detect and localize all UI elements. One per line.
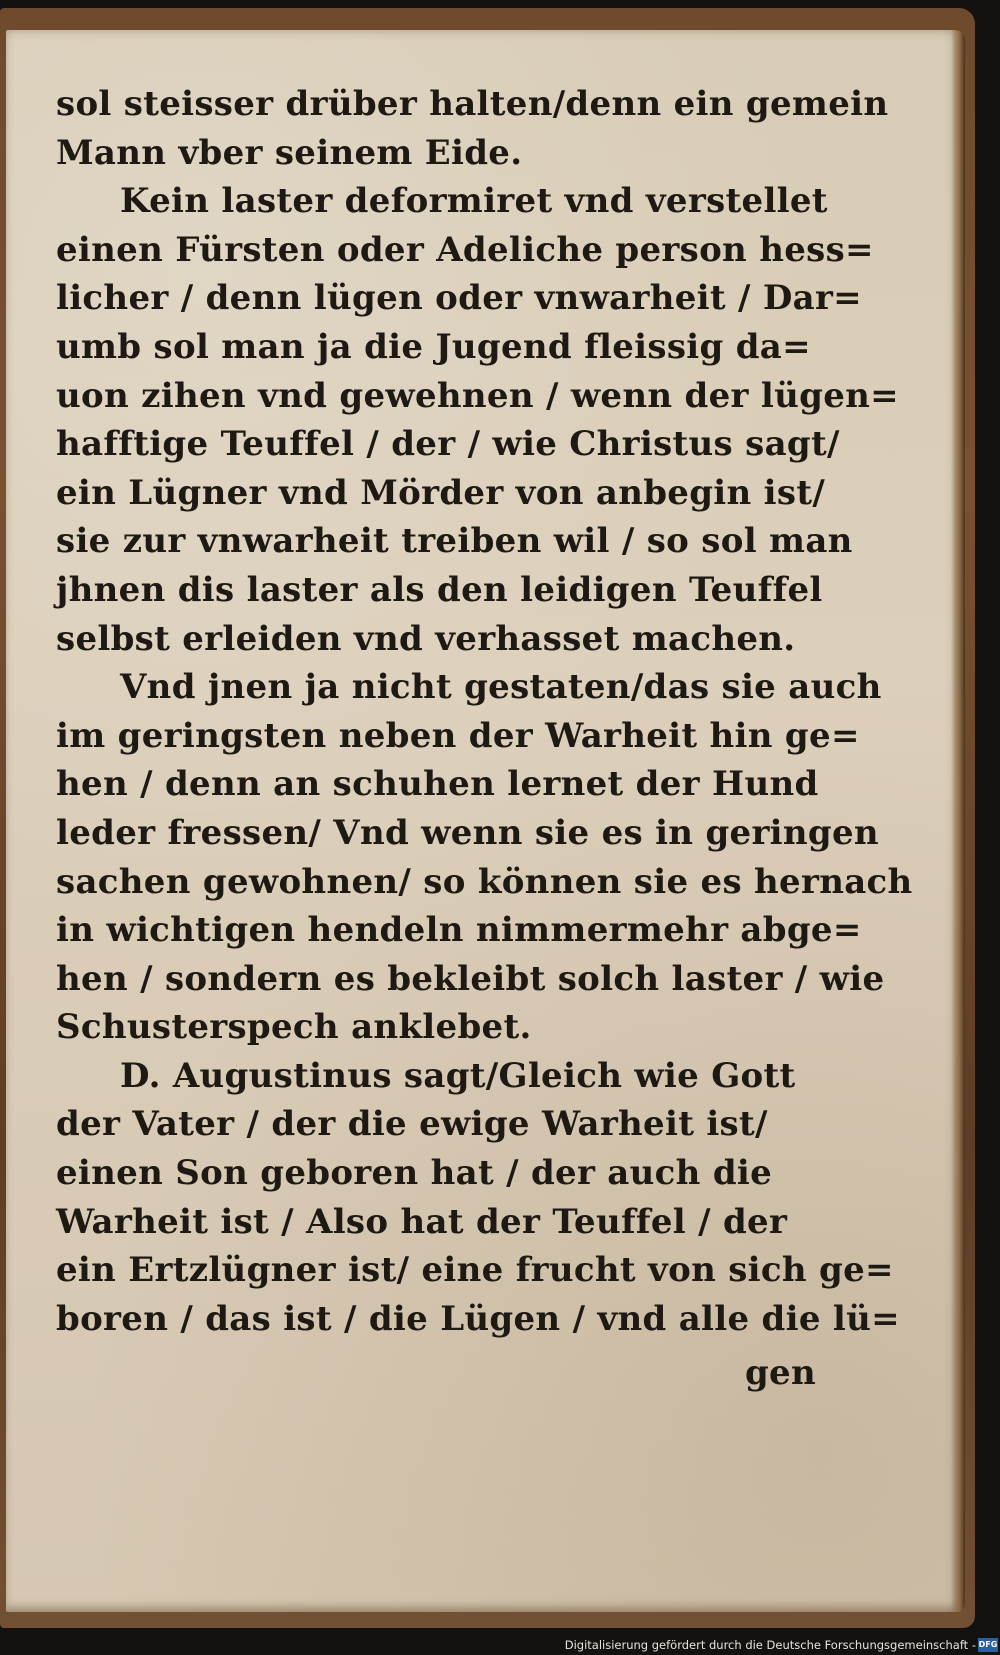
text-line: boren / das ist / die Lügen / vnd alle die lü= [56, 1298, 900, 1339]
text-line: Schusterspech anklebet. [56, 1007, 532, 1048]
text-line: selbst erleiden vnd verhasset machen. [56, 618, 796, 659]
text-line: sachen gewohnen/ so können sie es hernach [56, 861, 913, 902]
text-line: einen Son geboren hat / der auch die [56, 1153, 773, 1194]
text-line: umb sol man ja die Jugend fleissig da= [56, 326, 811, 367]
text-line: einen Fürsten oder Adeliche person hess= [56, 229, 874, 270]
text-line: uon zihen vnd gewehnen / wenn der lügen= [56, 375, 899, 416]
text-line: im geringsten neben der Warheit hin ge= [56, 715, 860, 756]
text-line: leder fressen/ Vnd wenn sie es in geringen [56, 812, 879, 853]
text-line: Vnd jnen ja nicht gestaten/das sie auch [120, 667, 882, 708]
text-line: Kein laster deformiret vnd verstellet [120, 181, 828, 222]
text-line: der Vater / der die ewige Warheit ist/ [56, 1104, 768, 1145]
book-page [6, 30, 963, 1612]
page-text [56, 80, 913, 1398]
page-edge [951, 30, 965, 1612]
text-line: hen / denn an schuhen lernet der Hund [56, 764, 819, 805]
text-line: ein Lügner vnd Mörder von anbegin ist/ [56, 472, 826, 513]
text-line: licher / denn lügen oder vnwarheit / Dar= [56, 278, 862, 319]
footer-bar [0, 1633, 1000, 1655]
text-line: hafftige Teuffel / der / wie Christus sagt/ [56, 424, 840, 465]
text-line: sol steisser drüber halten/denn ein gemein [56, 84, 889, 124]
text-line: D. Augustinus sagt/Gleich wie Gott [120, 1055, 796, 1096]
digitization-credit: Digitalisierung gefördert durch die Deutsche Forschungsgemeinschaft - [564, 1638, 976, 1652]
text-line: Mann vber seinem Eide. [56, 132, 523, 173]
dfg-logo-icon: DFG [978, 1638, 998, 1652]
catchword: gen [744, 1353, 816, 1394]
text-line: in wichtigen hendeln nimmermehr abge= [56, 910, 862, 951]
text-line: Warheit ist / Also hat der Teuffel / der [56, 1201, 788, 1242]
text-line: jhnen dis laster als den leidigen Teuffel [56, 569, 823, 610]
text-line: hen / sondern es bekleibt solch laster / wie [56, 958, 885, 999]
text-line: sie zur vnwarheit treiben wil / so sol man [56, 521, 853, 562]
text-line: ein Ertzlügner ist/ eine frucht von sich ge= [56, 1250, 894, 1291]
